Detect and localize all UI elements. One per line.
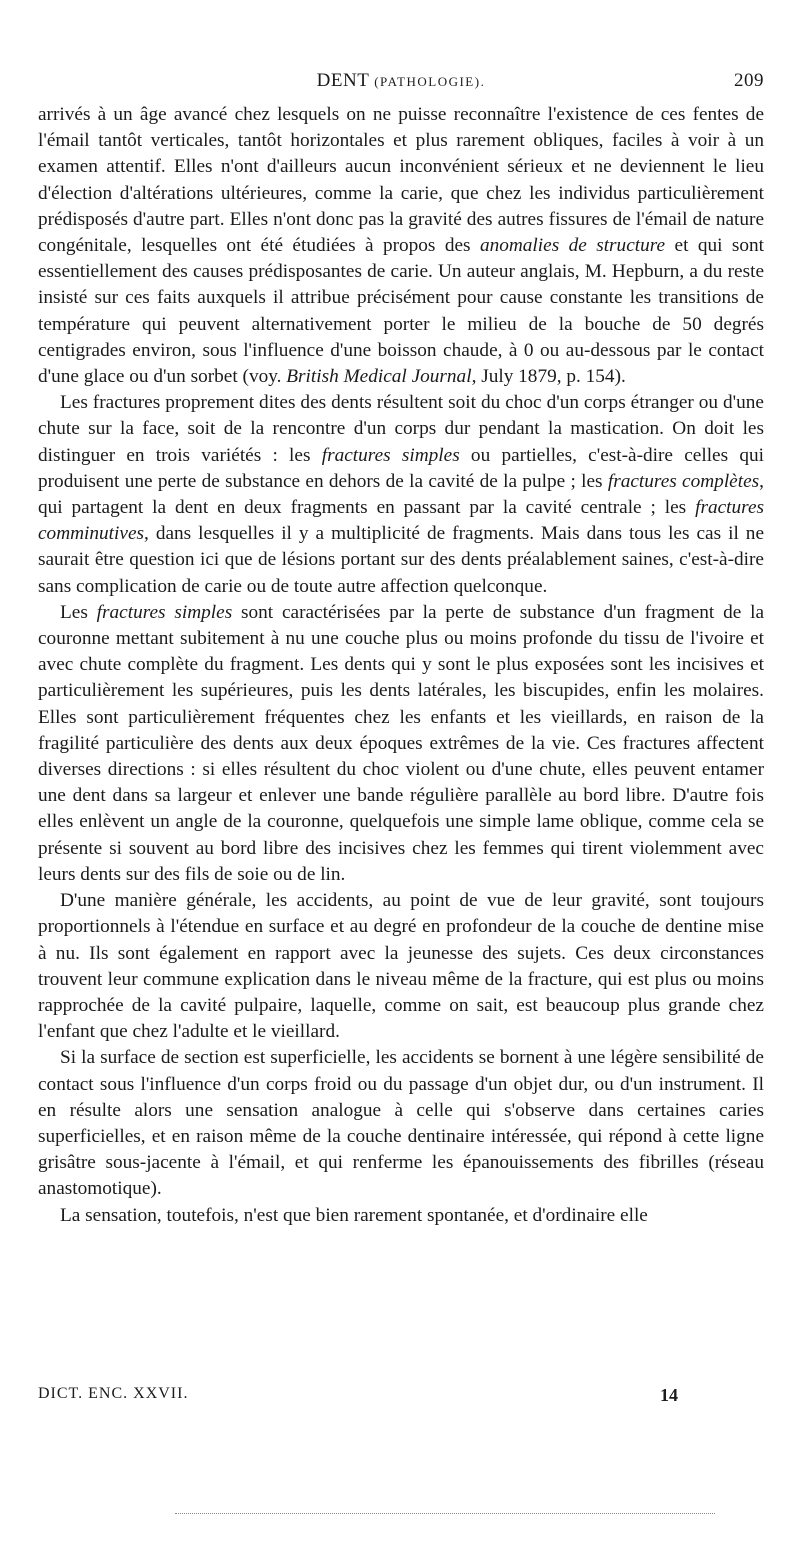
sheet-number: 14 [660,1385,678,1405]
running-title [38,70,764,92]
text-run: et qui sont essentiellement des causes prédisposantes de carie. Un auteur anglais, M. Hepburn, a du reste insisté sur ces faits auxquels il attribue précisément pour cause constante les transitions de température qui peuvent alternativement porter le milieu de la bouche de 50 degrés centigrades environ, sous l'influence d'une boisson chaude, à 0 ou au-dessous par le contact d'une glace ou d'un sorbet (voy. [38,235,764,388]
running-title-sub: (PATHOLOGIE). [374,74,486,89]
bottom-dotted-rule [175,1513,715,1514]
italic-run: fractures complètes [607,470,760,492]
paragraph [38,600,764,888]
text-run: D'une manière générale, les accidents, au point de vue de leur gravité, sont toujours proportionnels à l'étendue en surface et au degré en profondeur de la couche de dentine mise à nu. Ils sont également en rapport avec la jeunesse des sujets. Ces deux circonstances trouvent leur commune explication dans le niveau même de la fracture, qui est plus ou moins rapprochée de la cavité pulpaire, laquelle, comme on sait, est beaucoup plus grande chez l'enfant que chez l'adulte et le vieillard. [38,890,764,1043]
italic-run: fractures simples [321,444,460,466]
body-text [38,102,764,1229]
text-run: Les [60,601,97,623]
italic-run: fractures comminutives [38,497,764,545]
text-run: , dans lesquelles il y a multiplicité de fragments. Mais dans tous les cas il ne saurait être question ici que de lésions portant sur des dents préalablement saines, c'est-à-dire sans complication de carie ou de toute autre affection quelconque. [38,523,764,597]
text-run: ou partielles, c'est-à-dire celles qui produisent une perte de substance en dehors de la cavité de la pulpe ; les [38,444,764,492]
paragraph [38,102,764,390]
paragraph [38,1045,764,1202]
text-run: arrivés à un âge avancé chez lesquels on ne puisse reconnaître l'existence de ces fentes de l'émail tantôt verticales, tantôt horizontales et plus rarement obliques, faciles à voir à un examen attentif. Elles n'ont d'ailleurs aucun inconvénient sérieux et ne deviennent le lieu d'élection d'altérations ultérieures, comme la carie, que chez les individus particulièrement prédisposés d'autre part. Elles n'ont donc pas la gravité des autres fissures de l'émail de nature congénitale, lesquelles ont été étudiées à propos des [38,104,764,257]
text-run: Les fractures proprement dites des dents résultent soit du choc d'un corps étranger ou d'une chute sur la face, soit de la rencontre d'un corps dur pendant la mastication. On doit les distinguer en trois variétés : les [38,392,764,466]
text-run: Si la surface de section est superficielle, les accidents se bornent à une légère sensibilité de contact sous l'influence d'un corps froid ou du passage d'un objet dur, ou d'un instrument. Il en résulte alors une sensation analogue à celle qui s'observe dans certaines caries superficielles, et en raison même de la couche dentinaire intéressée, qui répond à cette ligne grisâtre sous-jacente à l'émail, et qui renferme les épanouissements des fibrilles (réseau anastomotique). [38,1047,764,1200]
italic-run: anomalies de structure [479,235,666,257]
paragraph [38,888,764,1045]
text-run: La sensation, toutefois, n'est que bien rarement spontanée, et d'ordinaire elle [60,1204,648,1226]
text-run: sont caractérisées par la perte de substance d'un fragment de la couronne mettant subitement à nu une couche plus ou moins profonde du tissu de l'ivoire et avec chute complète du fragment. Les dents qui y sont le plus exposées sont les incisives et particulièrement les supérieures, puis les dents latérales, les biscupides, enfin les molaires. Elles sont particulièrement fréquentes chez les enfants et les vieillards, en raison de la fragilité particulière des dents aux deux époques extrêmes de la vie. Ces fractures affectent diverses directions : si elles résultent du choc violent ou d'une chute, elles peuvent entamer une dent dans sa largeur et enlever une bande régulière parallèle au bord libre. D'autre fois elles enlèvent un angle de la couronne, quelquefois une simple lame oblique, comme cela se présente si souvent au bord libre des incisives chez les femmes qui tirent violemment avec leurs dents sur des fils de soie ou de lin. [38,601,764,885]
printer-signature: DICT. ENC. XXVII. [38,1385,189,1402]
paragraph [38,1203,764,1229]
text-run: , qui partagent la dent en deux fragments en passant par la cavité centrale ; les [38,470,764,519]
running-title-main: DENT [316,70,369,91]
document-page [38,62,764,1229]
page-number: 209 [734,70,764,91]
italic-run: fractures simples [96,601,233,623]
paragraph [38,390,764,600]
running-header [38,62,764,92]
text-run: , July 1879, p. 154). [471,366,626,388]
italic-run: British Medical Journal [286,366,472,388]
